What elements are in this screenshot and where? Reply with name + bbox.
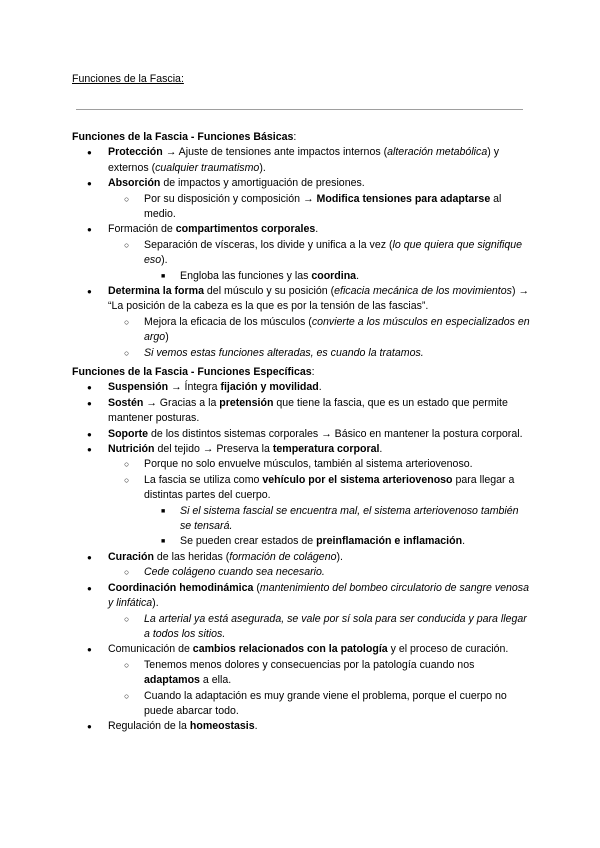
basic-functions-section <box>72 130 532 361</box>
sublist <box>108 565 532 580</box>
list-item: ○ Si vemos estas funciones alteradas, es cuando la tratamos. <box>108 346 532 361</box>
list-item: ○ La fascia se utiliza como vehículo por el sistema arteriovenoso para llegar a distintas partes del cuerpo. ■ Si el sistema fascial se encuentra mal, el sistema arteriovenoso también se tensará. ■ Se pueden crear estados de preinflamación e inflamación. <box>108 473 532 550</box>
section-heading-basic: Funciones de la Fascia - Funciones Básicas: <box>72 131 297 143</box>
list-item: ○ Mejora la eficacia de los músculos (convierte a los músculos en especializados en argo) <box>108 315 532 346</box>
list-item: ○ Separación de vísceras, los divide y unifica a la vez (lo que quiera que signifique eso). ■ Engloba las funciones y las coordina. <box>108 238 532 284</box>
specific-functions-list <box>72 380 532 734</box>
sublist <box>108 192 532 223</box>
list-item-absorcion: ● Absorción de impactos y amortiguación de presiones. ○ Por su disposición y composición → Modifica tensiones para adaptarse al medio. <box>72 176 532 222</box>
sublist <box>144 504 532 550</box>
list-item-compartimentos: ● Formación de compartimentos corporales. ○ Separación de vísceras, los divide y unifica a la vez (lo que quiera que signifique eso). ■ Engloba las funciones y las coordina. <box>72 222 532 284</box>
list-item: ○ Porque no solo envuelve músculos, también al sistema arteriovenoso. <box>108 457 532 472</box>
list-item-coordinacion: ● Coordinación hemodinámica (mantenimiento del bombeo circulatorio de sangre venosa y linfática). ○ La arterial ya está asegurada, se vale por sí sola para ser conducida y para llegar a todos los sitios. <box>72 581 532 643</box>
list-item-regulacion: ● Regulación de la homeostasis. <box>72 719 532 734</box>
list-item: ○ Tenemos menos dolores y consecuencias por la patología cuando nos adaptamos a ella. <box>108 658 532 689</box>
sublist <box>108 238 532 284</box>
list-item: ○ Cuando la adaptación es muy grande viene el problema, porque el cuerpo no puede abarcar todo. <box>108 689 532 720</box>
list-item-comunicacion: ● Comunicación de cambios relacionados con la patología y el proceso de curación. ○ Tenemos menos dolores y consecuencias por la patología cuando nos adaptamos a ella. ○ Cuando la adaptación es muy grande viene el problema, porque el cuerpo no puede abarcar todo. <box>72 642 532 719</box>
list-item-soporte: ● Soporte de los distintos sistemas corporales → Básico en mantener la postura corporal. <box>72 427 532 442</box>
sublist <box>108 315 532 361</box>
sublist <box>108 612 532 643</box>
list-item: ■ Si el sistema fascial se encuentra mal, el sistema arteriovenoso también se tensará. <box>144 504 532 535</box>
sublist <box>108 658 532 720</box>
page-title: Funciones de la Fascia: <box>72 73 184 85</box>
list-item-suspension: ● Suspensión → Íntegra fijación y movilidad. <box>72 380 532 395</box>
list-item-nutricion: ● Nutrición del tejido → Preserva la temperatura corporal. ○ Porque no solo envuelve músculos, también al sistema arteriovenoso. ○ La fascia se utiliza como vehículo por el sistema arteriovenoso para llegar a distintas partes del cuerpo. ■ Si el sistema fascial se encuentra mal, el sistema arteriovenoso también se tensará. ■ Se pueden crear estados de preinflamación e inflamación. <box>72 442 532 550</box>
list-item: ○ Por su disposición y composición → Modifica tensiones para adaptarse al medio. <box>108 192 532 223</box>
sublist <box>108 457 532 549</box>
horizontal-divider <box>76 109 523 110</box>
list-item-curacion: ● Curación de las heridas (formación de colágeno). ○ Cede colágeno cuando sea necesario. <box>72 550 532 581</box>
specific-functions-section <box>72 365 532 735</box>
list-item-proteccion: ● Protección → Ajuste de tensiones ante impactos internos (alteración metabólica) y externos (cualquier traumatismo). <box>72 145 532 176</box>
list-item: ■ Se pueden crear estados de preinflamación e inflamación. <box>144 534 532 549</box>
list-item: ■ Engloba las funciones y las coordina. <box>144 269 532 284</box>
list-item-forma: ● Determina la forma del músculo y su posición (eficacia mecánica de los movimientos) → “La posición de la cabeza es la que es por la tensión de las fascias”. ○ Mejora la eficacia de los músculos (convierte a los músculos en especializados en argo) ○ Si vemos estas funciones alteradas, es cuando la tratamos. <box>72 284 532 361</box>
list-item: ○ Cede colágeno cuando sea necesario. <box>108 565 532 580</box>
section-heading-specific: Funciones de la Fascia - Funciones Específicas: <box>72 366 315 378</box>
list-item: ○ La arterial ya está asegurada, se vale por sí sola para ser conducida y para llegar a todos los sitios. <box>108 612 532 643</box>
basic-functions-list <box>72 145 532 361</box>
sublist <box>144 269 532 284</box>
list-item-sosten: ● Sostén → Gracias a la pretensión que tiene la fascia, que es un estado que permite mantener posturas. <box>72 396 532 427</box>
